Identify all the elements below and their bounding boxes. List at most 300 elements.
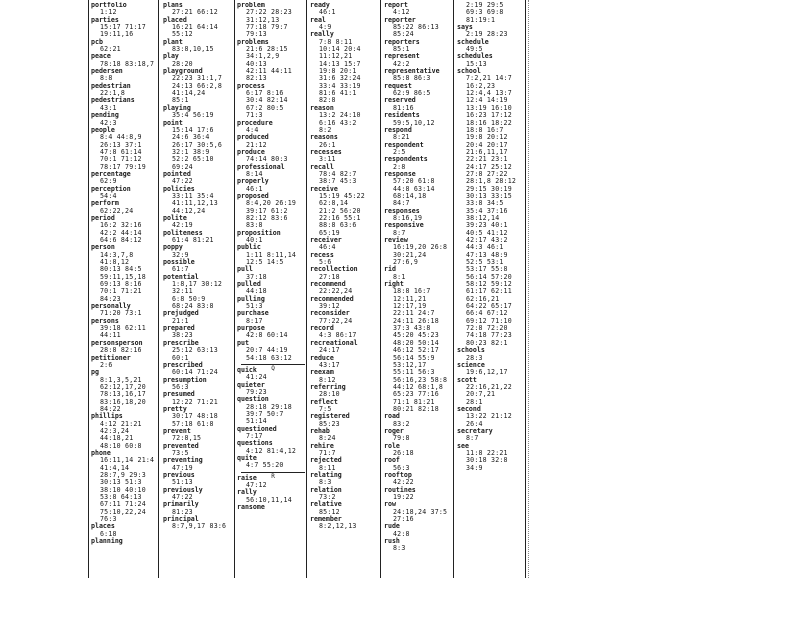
index-term: prejudged [163,309,199,318]
index-entry [91,127,163,171]
index-term: recommend [310,280,346,289]
page-line-reference: 5:6 [319,258,332,267]
index-entry [237,178,309,193]
page-line-reference: 8:3 [319,478,332,487]
page-line-reference: 38:10 40:10 [100,485,146,494]
index-entry [310,31,382,104]
page-line-reference: 29:15 30:19 [466,184,512,193]
index-term: pointed [163,169,191,178]
index-term: reflect [310,397,338,406]
page-line-reference: 88:8 63:6 [319,221,357,230]
index-term: politeness [163,228,203,237]
index-entry [237,2,309,39]
page-line-reference: 42:8 [393,529,410,538]
index-entry [457,347,529,362]
index-entry [163,516,235,531]
index-entry [310,149,382,164]
page-line-reference: 39:12 [319,302,340,311]
index-entry [310,105,382,134]
index-entry [384,142,456,157]
page-line-reference: 78:13,16,17 [100,390,146,399]
page-line-reference: 62:22,24 [100,206,134,215]
index-term: professional [237,162,285,171]
letter-divider-r: R [241,472,305,473]
page-line-reference: 21:6 28:15 [246,45,288,54]
index-entry [310,399,382,414]
index-term: remember [310,515,342,524]
index-entry [310,516,382,531]
index-term: person [91,243,115,252]
page-line-reference: 28:10 [319,390,340,399]
page-line-reference: 78:18 83:18,7 [100,59,155,68]
index-entry [91,523,163,538]
index-term: presumed [163,390,195,399]
index-term: rally [237,488,257,497]
index-entry [457,377,529,406]
index-term: schedules [457,52,493,61]
page-line-reference: 84:7 [393,199,410,208]
page-line-reference: 56:3 [172,382,189,391]
page-line-reference: 69:12 71:10 [466,316,512,325]
index-term: secretary [457,426,493,435]
index-column-1 [91,2,163,545]
index-term: rude [384,522,400,531]
index-entry [91,112,163,127]
page-line-reference: 6:8 50:9 [172,294,206,303]
index-entry [237,325,309,340]
page-line-reference: 56:14 55:9 [393,353,435,362]
index-entry [91,2,163,17]
page-line-reference: 4:7 55:20 [246,461,284,470]
page-line-reference: 73:5 [172,448,189,457]
index-entry [237,382,309,397]
index-term: rejected [310,456,342,465]
page-line-reference: 35:4 37:16 [466,206,508,215]
index-term: petitioner [91,353,131,362]
page-line-reference: 7:5 [319,404,332,413]
index-term: reporters [384,37,420,46]
page-line-reference: 2:6 [100,360,113,369]
page-line-reference: 21:6,11,17 [466,147,508,156]
page-line-reference: 69:24 [172,162,193,171]
page-line-reference: 7:2,21 14:7 [466,74,512,83]
index-term: registered [310,412,350,421]
page-line-reference: 28:18 29:18 [246,402,292,411]
index-term: perform [91,199,119,208]
index-term: routines [384,485,416,494]
index-page [88,0,526,578]
index-term: previously [163,485,203,494]
page-line-reference: 22:22,24 [319,287,353,296]
index-term: right [384,280,404,289]
index-term: plans [163,2,183,9]
index-term: roof [384,456,400,465]
page-line-reference: 22:23 31:1,7 [172,74,223,83]
page-line-reference: 71:7 [319,448,336,457]
index-term: proposed [237,191,269,200]
index-term: rehab [310,426,330,435]
index-column-4 [310,2,382,531]
page-line-reference: 28:1 [466,397,483,406]
index-term: produce [237,147,265,156]
index-entry [91,186,163,201]
page-line-reference: 8:14 [246,169,263,178]
page-line-reference: 2:5 [393,147,406,156]
index-term: responses [384,206,420,215]
page-line-reference: 8:3 [393,544,406,553]
page-line-reference: 8:1 [393,272,406,281]
index-entry [237,504,309,511]
page-line-reference: 79:8 [393,434,410,443]
page-line-reference: 62:21 [100,45,121,54]
index-term: reason [310,103,334,112]
page-line-reference: 22:11 24:7 [393,309,435,318]
index-entry [91,83,163,98]
index-entry [237,266,309,281]
index-entry [310,457,382,472]
page-line-reference: 7:17 [246,431,263,440]
index-entry [310,443,382,458]
page-line-reference: 33:11 35:4 [172,191,214,200]
index-entry [457,39,529,54]
page-line-reference: 56:14 57:20 [466,272,512,281]
page-line-reference: 27:6,9 [393,258,419,267]
index-term: recreational [310,338,358,347]
index-term: responsive [384,221,424,230]
index-term: question [237,395,269,404]
index-entry [310,413,382,428]
index-entry [163,443,235,458]
index-term: produced [237,133,269,142]
index-entry [310,17,382,32]
page-line-reference: 22:21 23:1 [466,155,508,164]
page-line-reference: 52:2 65:10 [172,155,214,164]
index-entry [384,127,456,142]
index-entry [163,362,235,377]
index-term: problem [237,2,265,9]
index-entry [91,244,163,303]
page-line-reference: 11:12,21 [319,52,353,61]
page-line-reference: 42:11 44:11 [246,67,292,76]
index-term: second [457,404,481,413]
page-line-reference: 67:11 71:24 [100,500,146,509]
index-term: rush [384,537,400,546]
page-line-reference: 78:17 79:19 [100,162,146,171]
index-term: places [91,522,115,531]
page-line-reference: 80:23 82:1 [466,338,508,347]
page-line-reference: 32:9 [172,250,189,259]
index-entry [310,134,382,149]
index-entry [237,39,309,83]
page-line-reference: 20:7 44:19 [246,346,288,355]
page-line-reference: 10:14 20:4 [319,45,361,54]
index-term: policies [163,184,195,193]
page-line-reference: 42:22 [393,478,414,487]
page-line-reference: 37:3 43:8 [393,324,431,333]
page-line-reference: 12:4 14:19 [466,96,508,105]
index-term: personally [91,302,131,311]
page-line-reference: 61:4 81:21 [172,236,214,244]
index-term: reporter [384,15,416,24]
page-line-reference: 45:20 45:23 [393,331,439,340]
index-term: properly [237,177,269,186]
page-line-reference: 46:1 [319,8,336,17]
index-column-5 [384,2,456,553]
page-line-reference: 84:23 [100,294,121,303]
index-term: relation [310,485,342,494]
page-line-reference: 11:8 22:21 [466,448,508,457]
page-line-reference: 65:23 77:16 [393,390,439,399]
index-entry [163,406,235,428]
index-entry [384,171,456,208]
page-line-reference: 24:13 66:2,8 [172,81,223,90]
index-term: rid [384,265,396,274]
index-term: plant [163,37,183,46]
page-line-reference: 15:19 45:22 [319,191,365,200]
index-term: percentage [91,169,131,178]
index-term: pg [91,368,99,377]
page-line-reference: 67:2 80:5 [246,103,284,112]
index-entry [457,428,529,443]
page-line-reference: 42:3 [100,118,117,127]
page-line-reference: 65:19 [319,228,340,237]
page-line-reference: 8:7 [393,228,406,237]
index-entry [163,120,235,171]
page-line-reference: 13:22 21:12 [466,412,512,421]
index-entry [310,384,382,399]
page-line-reference: 82:8 [319,96,336,105]
index-term: play [163,52,179,61]
index-entry [237,489,309,504]
page-line-reference: 81:16 [393,103,414,112]
index-term: prepared [163,324,195,333]
index-term: role [384,441,400,450]
index-term: persons [91,316,119,325]
page-line-reference: 68:14,18 [393,191,427,200]
index-term: receive [310,184,338,193]
page-line-reference: 60:1 [172,353,189,362]
index-entry [237,164,309,179]
index-entry [91,39,163,54]
index-entry [384,472,456,487]
index-term: receiver [310,236,342,244]
page-line-reference: 26:17 30:5,6 [172,140,223,149]
page-line-reference: 41:4,14 [100,463,130,472]
index-term: recollection [310,265,358,274]
index-entry [91,450,163,523]
page-line-reference: 44:3 46:1 [466,243,504,252]
index-term: people [91,125,115,134]
page-line-reference: 42:2 44:14 [100,228,142,237]
page-line-reference: 31:6 32:24 [319,74,361,83]
index-entry [384,538,456,553]
index-term: schedule [457,37,489,46]
index-entry [237,455,309,470]
index-entry [91,369,163,413]
page-line-reference: 26:13 37:1 [100,140,142,149]
index-entry [384,523,456,538]
page-line-reference: 48:10 60:8 [100,441,142,450]
page-line-reference: 42:8 60:14 [246,331,288,340]
index-entry [91,200,163,215]
index-term: public [237,243,261,252]
page-line-reference: 24:17 [319,346,340,355]
page-line-reference: 19:8 20:12 [466,133,508,142]
page-line-reference: 2:19 28:23 [466,30,508,39]
page-line-reference: 20:7,21 [466,390,496,399]
page-line-reference: 8:4,20 26:19 [246,199,297,208]
page-line-reference: 31:12,13 [246,15,280,24]
page-line-reference: 85:24 [393,30,414,39]
index-term: poppy [163,243,183,252]
page-line-reference: 53:8 64:13 [100,493,142,502]
index-entry [310,355,382,370]
index-term: portfolio [91,2,127,9]
page-line-reference: 80:13 84:5 [100,265,142,274]
page-line-reference: 21:12 [246,140,267,149]
page-line-reference: 19:11,16 [100,30,134,39]
index-term: principal [163,515,199,524]
page-line-reference: 79:13 [246,30,267,39]
page-line-reference: 59:11,15,18 [100,272,146,281]
page-line-reference: 83:16,18,20 [100,397,146,406]
index-term: referring [310,382,346,391]
index-entry [163,310,235,325]
index-entry [163,244,235,259]
index-term: primarily [163,500,199,509]
page-line-reference: 19:22 [393,493,414,502]
page-line-reference: 46:1 [246,184,263,193]
index-term: quieter [237,380,265,389]
page-line-reference: 47:12 [246,481,267,489]
index-entry [163,17,235,39]
page-line-reference: 8:8 [100,74,113,83]
index-entry [237,340,309,362]
page-line-reference: 42:2 [393,59,410,68]
page-line-reference: 77:18 79:7 [246,23,288,32]
index-entry [310,164,382,186]
index-term: prevent [163,426,191,435]
index-entry [237,310,309,325]
page-line-reference: 24:6 36:4 [172,133,210,142]
page-line-reference: 1:12 [100,8,117,17]
page-line-reference: 16:2,23 [466,81,496,90]
page-line-reference: 4:9 [319,23,332,32]
index-entry [310,2,382,17]
page-line-reference: 24:11 26:18 [393,316,439,325]
page-line-reference: 15:13 [466,59,487,68]
page-line-reference: 61:17 62:11 [466,287,512,296]
page-line-reference: 30:13 51:3 [100,478,142,487]
page-line-reference: 27:18 [319,272,340,281]
index-entry [163,325,235,340]
page-line-reference: 70:1 71:21 [100,287,142,296]
page-line-reference: 47:22 [172,493,193,502]
page-line-reference: 61:7 [172,265,189,274]
page-line-reference: 8:16,19 [393,213,423,222]
page-line-reference: 18:8 16:7 [393,287,431,296]
index-term: quite [237,453,257,462]
index-term: review [384,236,408,244]
index-term: response [384,169,416,178]
page-line-reference: 25:12 63:13 [172,346,218,355]
index-entry [237,230,309,245]
index-entry [237,296,309,311]
page-line-reference: 56:10,11,14 [246,495,292,504]
page-line-reference: 39:7 50:7 [246,409,284,418]
page-line-reference: 15:14 17:6 [172,125,214,134]
page-line-reference: 62:16,21 [466,294,500,303]
index-term: possible [163,258,195,267]
index-term: potential [163,272,199,281]
index-entry [384,68,456,83]
page-line-reference: 44:12,24 [172,206,206,215]
page-line-reference: 85:23 [319,419,340,428]
index-term: questions [237,439,273,448]
page-line-reference: 12:22 71:21 [172,397,218,406]
page-line-reference: 52:5 53:1 [466,258,504,267]
index-term: real [310,15,326,24]
page-line-reference: 32:11 [172,287,193,296]
index-entry [310,428,382,443]
page-line-reference: 27:8 27:22 [466,169,508,178]
page-line-reference: 12:11,21 [393,294,427,303]
page-line-reference: 7:8 8:11 [319,37,353,46]
page-line-reference: 59:5,10,12 [393,118,435,127]
index-term: presumption [163,375,207,384]
page-line-reference: 21:1 [172,316,189,325]
page-line-reference: 80:21 82:18 [393,404,439,413]
page-line-reference: 34:9 [466,463,483,472]
index-term: playing [163,103,191,112]
index-term: see [457,441,469,450]
page-line-reference: 16:21 64:14 [172,23,218,32]
page-line-reference: 71:20 73:1 [100,309,142,318]
page-line-reference: 78:4 82:7 [319,169,357,178]
page-line-reference: 39:18 62:11 [100,324,146,333]
index-entry [163,186,235,215]
page-line-reference: 16:23 17:12 [466,111,512,120]
index-term: road [384,412,400,421]
page-line-reference: 32:1 38:9 [172,147,210,156]
index-term: scott [457,375,477,384]
page-line-reference: 73:2 [319,493,336,502]
index-term: put [237,338,249,347]
index-term: prevented [163,441,199,450]
page-line-reference: 66:4 67:12 [466,309,508,318]
index-entry [384,457,456,472]
page-line-reference: 19:6,12,17 [466,368,508,377]
index-term: recall [310,162,334,171]
page-line-reference: 8:2 [319,125,332,134]
page-line-reference: 62:8,14 [319,199,349,208]
page-line-reference: 83:8 [246,221,263,230]
page-line-reference: 85:22 86:13 [393,23,439,32]
index-entry [237,83,309,120]
index-entry [457,53,529,68]
page-line-reference: 38:12,14 [466,213,500,222]
index-entry [163,340,235,362]
page-line-reference: 60:14 71:24 [172,368,218,377]
page-line-reference: 15:17 71:17 [100,23,146,32]
index-term: recess [310,250,334,259]
page-line-reference: 43:1 [100,103,117,112]
index-term: process [237,81,265,90]
page-line-reference: 64:6 84:12 [100,236,142,244]
page-line-reference: 62:12,17,20 [100,382,146,391]
index-term: roger [384,426,404,435]
index-term: polite [163,213,187,222]
